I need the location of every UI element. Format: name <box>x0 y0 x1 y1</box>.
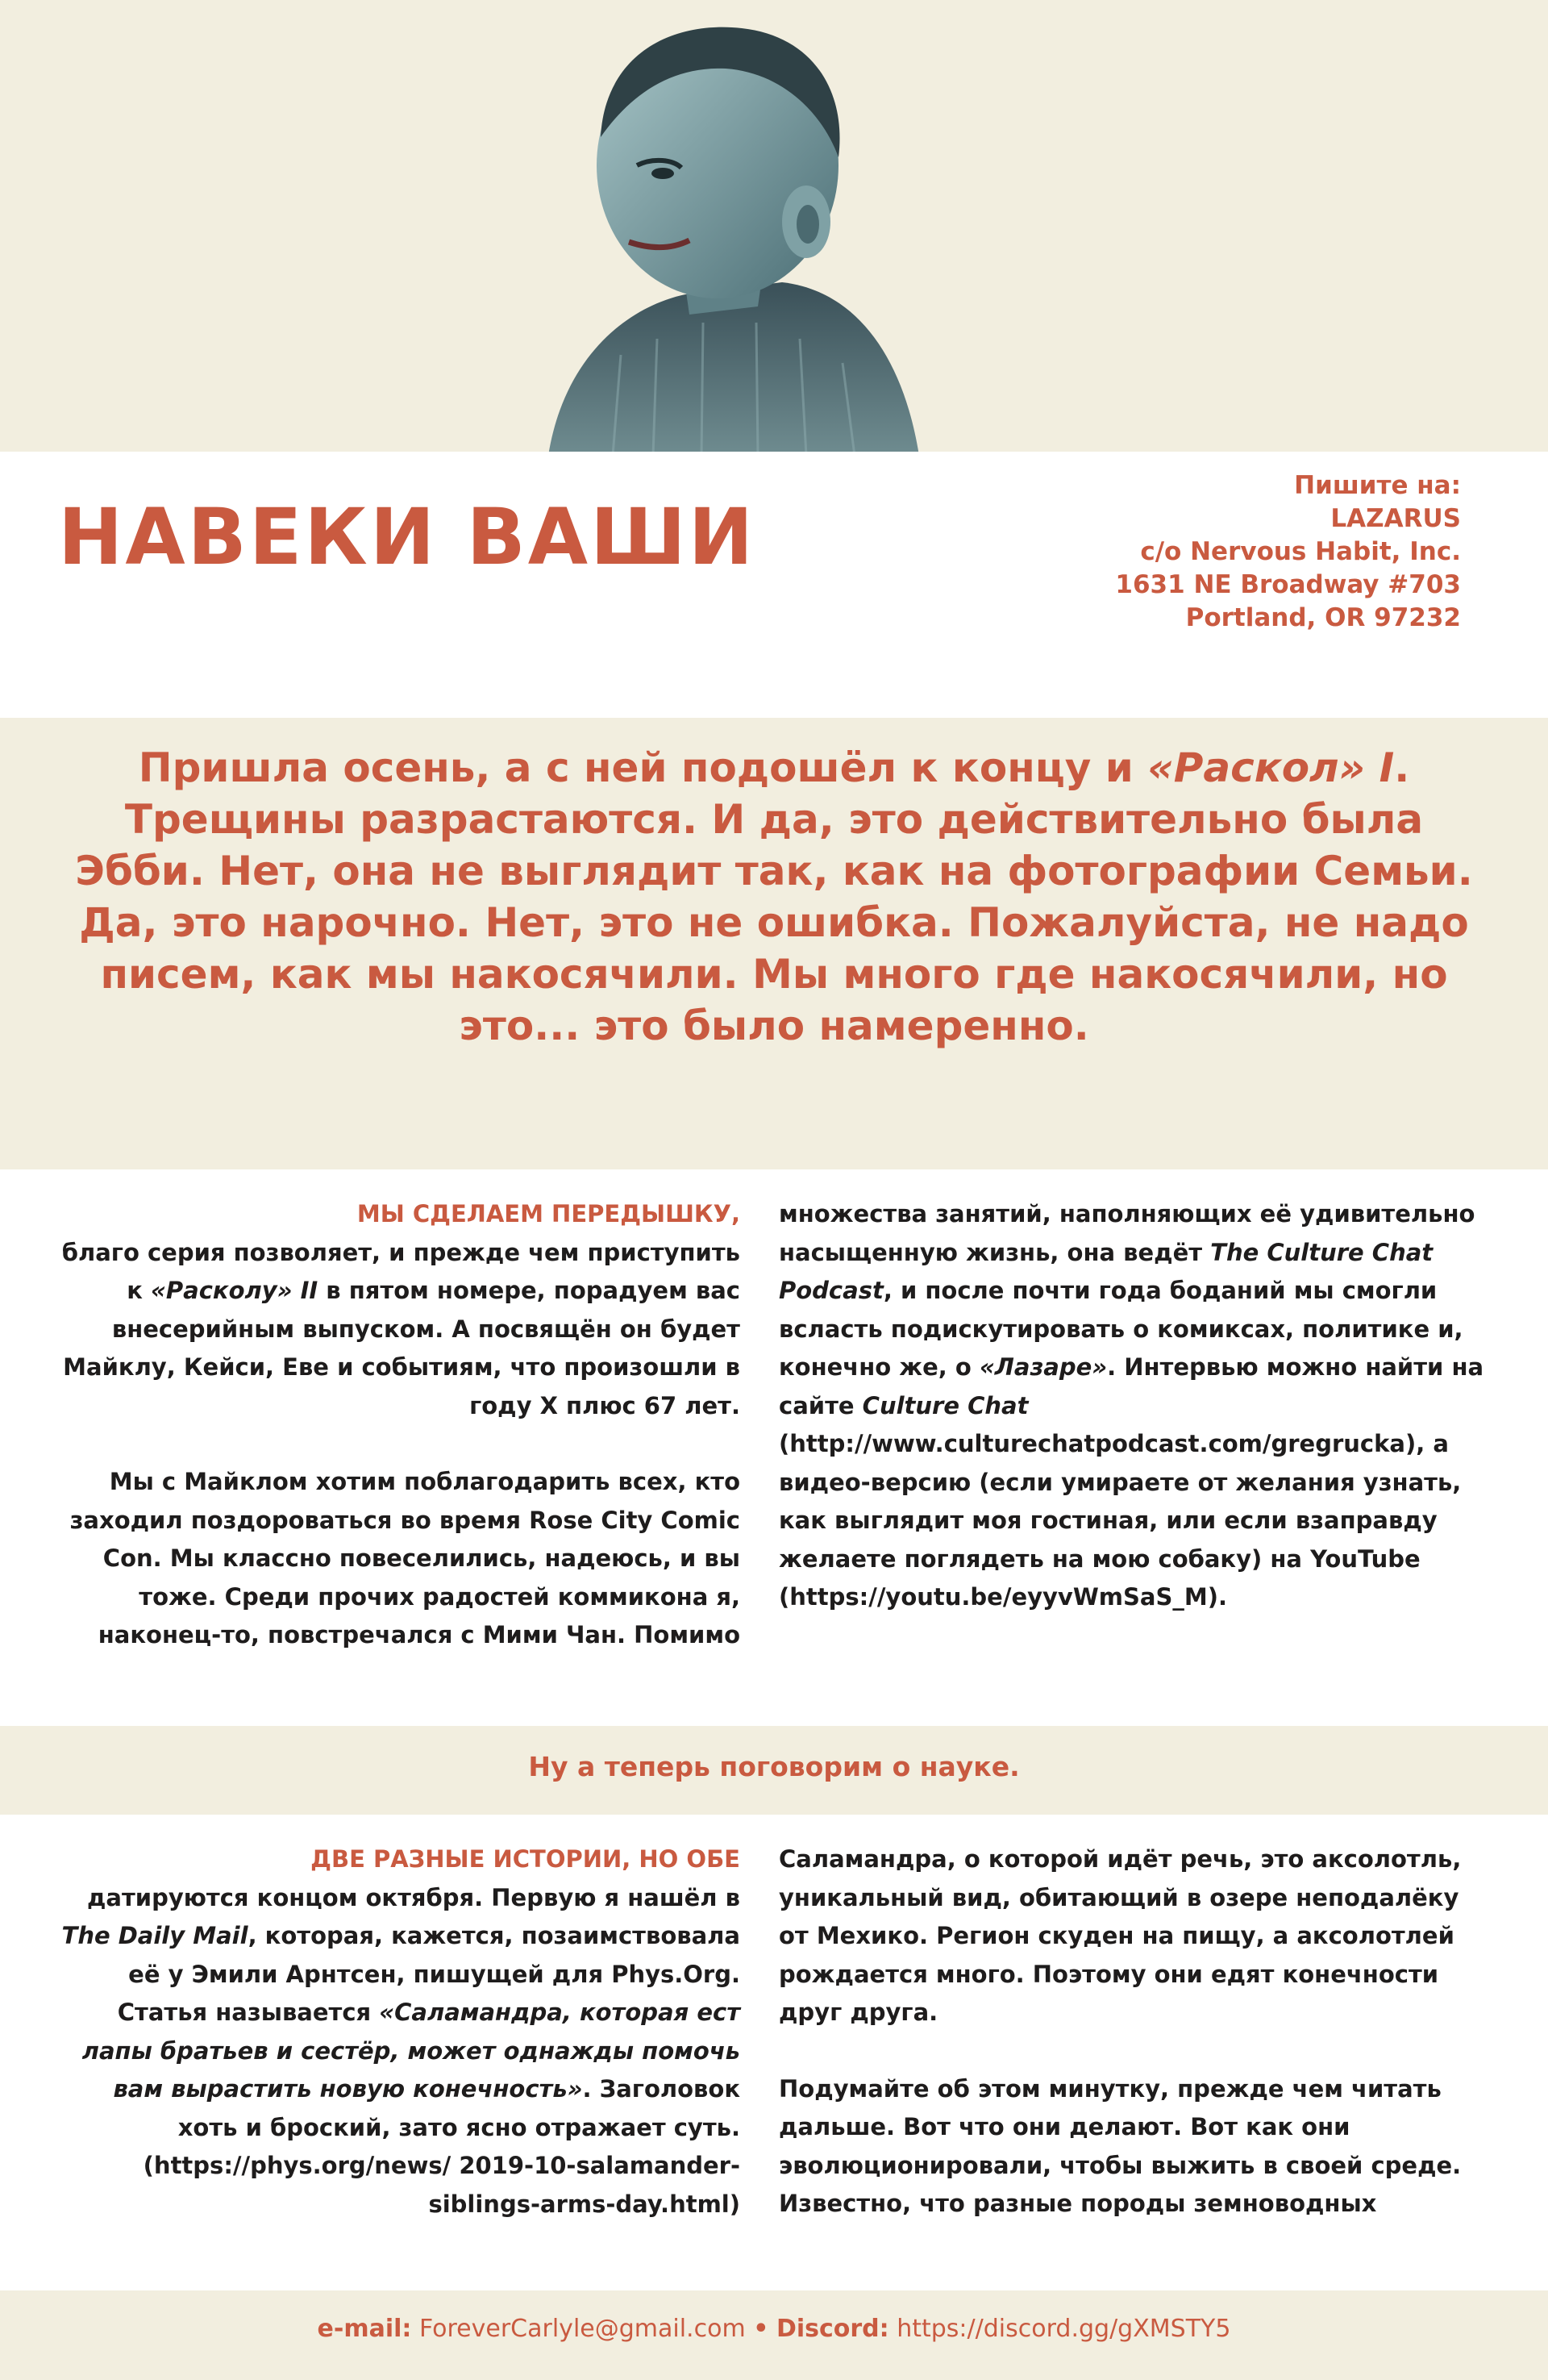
address-line: Пишите на: <box>1294 471 1461 500</box>
intro-italic: «Раскол» I <box>1147 744 1395 791</box>
address-line: 1631 NE Broadway #703 <box>1115 570 1461 599</box>
column-right <box>779 1840 1488 2224</box>
section-lead <box>48 1195 740 1234</box>
column-left <box>48 1840 740 2224</box>
contact-footer <box>0 2315 1548 2343</box>
portrait-illustration <box>516 16 935 456</box>
discord-link[interactable]: https://discord.gg/gXMSTY5 <box>897 2315 1231 2343</box>
paragraph <box>48 1879 740 2224</box>
paragraph: Подумайте об этом минутку, прежде чем читать дальше. Вот что они делают. Вот как они эволюционировали, чтобы выжить в своей среде. Известно, что разные породы земноводных <box>779 2074 1462 2217</box>
header-band <box>0 452 1548 718</box>
intro-band <box>0 718 1548 1169</box>
separator: • <box>753 2315 769 2343</box>
intro-text <box>56 742 1492 1052</box>
text-run: множества занятий, наполняющих её удивительно насыщенную жизнь, она ведёт <box>779 1200 1475 1266</box>
letters-section-1 <box>0 1169 1548 1726</box>
footer-band <box>0 2290 1548 2380</box>
column-right <box>779 1195 1488 1617</box>
lead-text: МЫ СДЕЛАЕМ ПЕРЕДЫШКУ, <box>356 1200 740 1228</box>
science-heading: Ну а теперь поговорим о науке. <box>528 1751 1020 1782</box>
paragraph: Саламандра, о которой идёт речь, это аксолотль, уникальный вид, обитающий в озере неподалёку от Мехико. Регион скуден на пищу, а аксолотлей рождается много. Поэтому они едят конечности друг друга. <box>779 1845 1462 2026</box>
text-run: в пятом номере, порадуем вас внесерийным выпуском. А посвящён он будет Майклу, Кейси, Еве и событиям, что произошли в году X плюс 67 лет. <box>63 1277 740 1419</box>
letters-section-2 <box>0 1815 1548 2290</box>
discord-label: Discord: <box>776 2315 889 2343</box>
text-run: . Заголовок хоть и броский, зато ясно отражает суть. (https://phys.org/news/ 2019-10-salamander-siblings-arms-day.html) <box>143 2075 740 2218</box>
text-run: датируются концом октября. Первую я нашёл в <box>86 1883 740 1911</box>
text-run: благо серия позволяет, и прежде чем приступить к <box>61 1238 740 1304</box>
text-run: , и после почти года боданий мы смогли всласть подискутировать о комиксах, политике и, конечно же, о <box>779 1277 1463 1381</box>
italic-run: «Лазаре» <box>979 1353 1108 1381</box>
intro-part: . Трещины разрастаются. И да, это действительно была Эбби. Нет, она не выглядит так, как на фотографии Семьи. Да, это нарочно. Нет, это не ошибка. Пожалуйста, не надо писем, как мы накосячили. Мы много где накосячили, но это... это было намеренно. <box>75 744 1473 1049</box>
address-line: Portland, OR 97232 <box>1185 603 1461 632</box>
email-link[interactable]: ForeverCarlyle@gmail.com <box>418 2315 746 2343</box>
paragraph <box>48 1234 740 1426</box>
text-run: , которая, кажется, позаимствовала её у Эмили Арнтсен, пишущей для Phys.Org. Статья называется <box>117 1922 740 2026</box>
page-title: НАВЕКИ ВАШИ <box>58 492 756 582</box>
email-label: e-mail: <box>317 2315 412 2343</box>
address-line: LAZARUS <box>1330 504 1461 533</box>
mailing-address <box>1115 469 1461 635</box>
paragraph: Мы с Майклом хотим поблагодарить всех, кто заходил поздороваться во время Rose City Comic Con. Мы классно повеселились, надеюсь, и вы тоже. Среди прочих радостей коммикона я, наконец-то, повстречался с Мими Чан. Помимо <box>69 1468 740 1648</box>
column-left <box>48 1195 740 1655</box>
text-run: (http://www.culturechatpodcast.com/gregrucka), а видео-версию (если умираете от желания узнать, как выглядит моя гостиная, или если взаправду желаете поглядеть на мою собаку) на YouTube (https://youtu.be/eyyvWmSaS_M). <box>779 1430 1462 1611</box>
portrait-band <box>0 0 1548 452</box>
italic-run: «Саламандра, которая ест лапы братьев и сестёр, может однажды помочь вам вырастить новую конечность» <box>81 1999 740 2103</box>
intro-part: Пришла осень, а с ней подошёл к концу и <box>138 744 1148 791</box>
section-lead <box>48 1840 740 1879</box>
lead-text: ДВЕ РАЗНЫЕ ИСТОРИИ, НО ОБЕ <box>310 1845 740 1873</box>
text-run: . Интервью можно найти на сайте <box>779 1353 1484 1419</box>
italic-run: Culture Chat <box>862 1391 1029 1419</box>
science-band <box>0 1726 1548 1815</box>
address-line: c/o Nervous Habit, Inc. <box>1140 537 1461 566</box>
italic-run: The Daily Mail <box>61 1922 248 1949</box>
italic-run: The Culture Chat Podcast <box>779 1238 1434 1304</box>
paragraph <box>779 1195 1488 1617</box>
italic-run: «Расколу» II <box>151 1277 318 1304</box>
